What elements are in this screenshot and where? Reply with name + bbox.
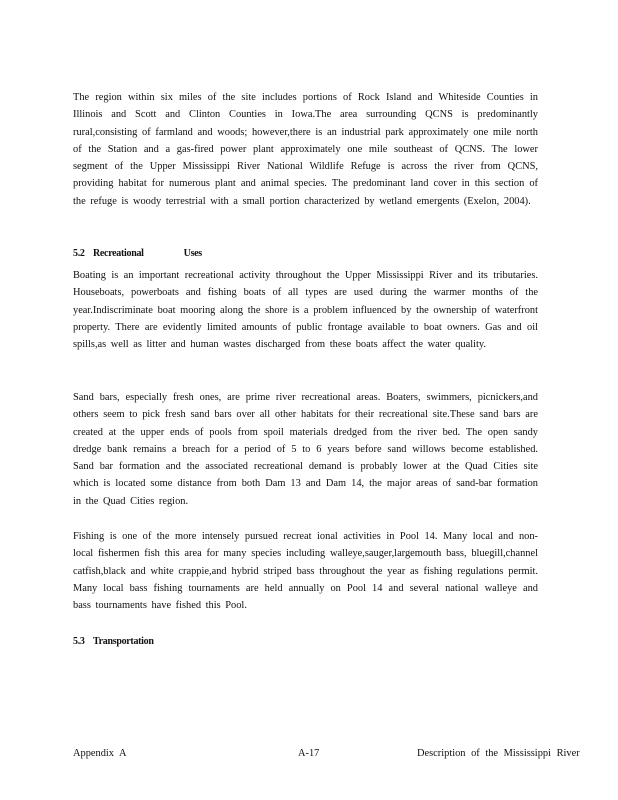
- paragraph-boating: Boating is an important recreational activity throughout the Upper Mississippi River and its tributaries. Houseboats, powerboats and fishing boats of all types are used during the warmer months of the year.Indiscriminate boat mooring along the shore is a problem influenced by the ownership of waterfront property. There are evidently limited amounts of public frontage available to boat owners. Gas and oil spills,as well as litter and human wastes discharged from these boats affect the water quality.: [73, 270, 538, 351]
- footer-section-title: Description of the Mississippi River: [417, 748, 580, 759]
- section-title: Recreational: [93, 248, 144, 259]
- footer-appendix-label: Appendix A: [73, 748, 127, 759]
- footer-page-number: A-17: [298, 748, 320, 759]
- paragraph-region: The region within six miles of the site includes portions of Rock Island and Whiteside Counties in Illinois and Scott and Clinton Counties in Iowa.The area surrounding QCNS is predominantly rural,consisting of farmland and woods; however,there is an industrial park approximately one mile north of the Station and a gas-fired power plant approximately one mile southeast of QCNS. The lower segment of the Upper Mississippi River National Wildlife Refuge is across the river from QCNS, providing habitat for numerous plant and animal species. The predominant land cover in this section of the refuge is woody terrestrial with a small portion characterized by wetland emergents (Exelon, 2004).: [73, 92, 538, 207]
- section-number: 5.3: [73, 636, 85, 647]
- paragraph-fishing: Fishing is one of the more intensely pursued recreat ional activities in Pool 14. Many local and non-local fishermen fish this area for many species including walleye,sauger,largemouth bass, bluegill,channel catfish,black and white crappie,and hybrid striped bass throughout the year as fishing regulations permit. Many local bass fishing tournaments are held annually on Pool 14 and several national walleye and bass tournaments have fished this Pool.: [73, 531, 538, 612]
- section-heading-5-2: [73, 248, 202, 259]
- section-number: 5.2: [73, 248, 85, 259]
- section-heading-5-3: [73, 636, 154, 647]
- section-title: Transportation: [93, 636, 154, 647]
- paragraph-sand-bars: Sand bars, especially fresh ones, are prime river recreational areas. Boaters, swimmers, picnickers,and others seem to pick fresh sand bars over all other habitats for their recreational site.These sand bars are created at the upper ends of pools from spoil materials dredged from the river bed. The open sandy dredge bank remains a breach for a period of 5 to 6 years before sand willows become established. Sand bar formation and the associated recreational demand is probably lower at the Quad Cities site which is located some distance from both Dam 13 and Dam 14, the major areas of sand-bar formation in the Quad Cities region.: [73, 392, 538, 507]
- section-title-suffix: Uses: [183, 248, 202, 259]
